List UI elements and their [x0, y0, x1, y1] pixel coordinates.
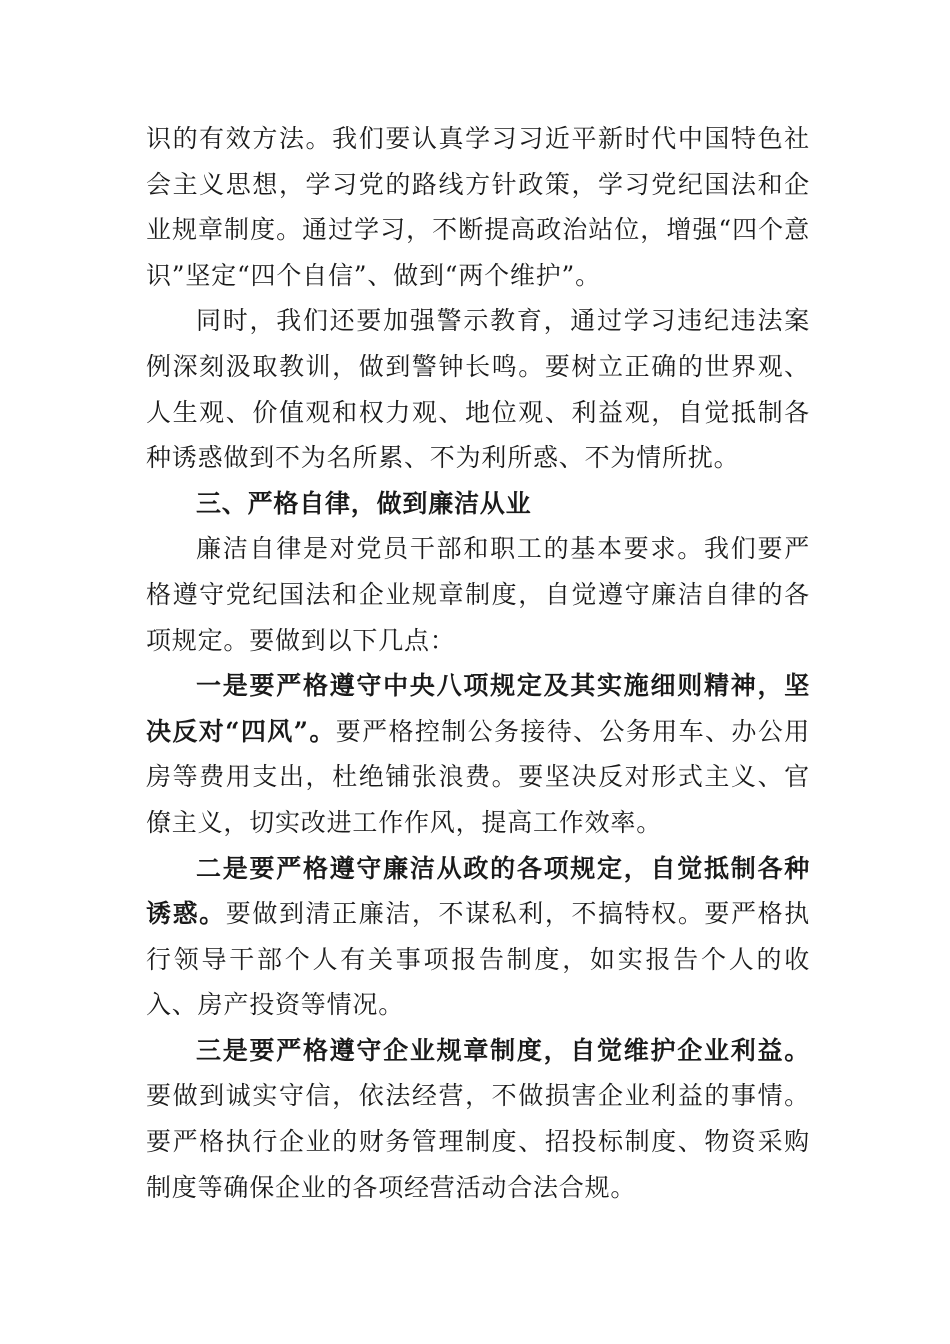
- point-two: [146, 846, 810, 1028]
- point-one-lead: 一是要严格遵守中央八项规定及其实施细则精神，坚决反对“四风”。: [146, 671, 810, 746]
- paragraph-continuation: 识的有效方法。我们要认真学习习近平新时代中国特色社会主义思想，学习党的路线方针政策，学习党纪国法和企业规章制度。通过学习，不断提高政治站位，增强“四个意识”坚定“四个自信”、做到“两个维护”。: [146, 124, 810, 290]
- section-heading: 三、严格自律，做到廉洁从业: [196, 488, 532, 518]
- document-body: [146, 116, 810, 1210]
- paragraph-warning-education: 同时，我们还要加强警示教育，通过学习违纪违法案例深刻汲取教训，做到警钟长鸣。要树立正确的世界观、人生观、价值观和权力观、地位观、利益观，自觉抵制各种诱惑做到不为名所累、不为利所惑、不为情所扰。: [146, 306, 810, 473]
- point-three: [146, 1028, 810, 1210]
- point-one: [146, 663, 810, 845]
- point-three-lead: 三是要严格遵守企业规章制度，自觉维护企业利益。: [196, 1035, 810, 1065]
- point-one-text: 要严格控制公务接待、公务用车、办公用房等费用支出，杜绝铺张浪费。要坚决反对形式主义、官僚主义，切实改进工作作风，提高工作效率。: [146, 716, 810, 837]
- point-two-text: 要做到清正廉洁，不谋私利，不搞特权。要严格执行领导干部个人有关事项报告制度，如实报告个人的收入、房产投资等情况。: [146, 899, 810, 1020]
- point-two-lead: 二是要严格遵守廉洁从政的各项规定，自觉抵制各种诱惑。: [146, 853, 810, 929]
- paragraph-self-discipline: 廉洁自律是对党员干部和职工的基本要求。我们要严格遵守党纪国法和企业规章制度，自觉遵守廉洁自律的各项规定。要做到以下几点：: [146, 534, 810, 655]
- point-three-text: 要做到诚实守信，依法经营，不做损害企业利益的事情。要严格执行企业的财务管理制度、招投标制度、物资采购制度等确保企业的各项经营活动合法合规。: [146, 1081, 810, 1202]
